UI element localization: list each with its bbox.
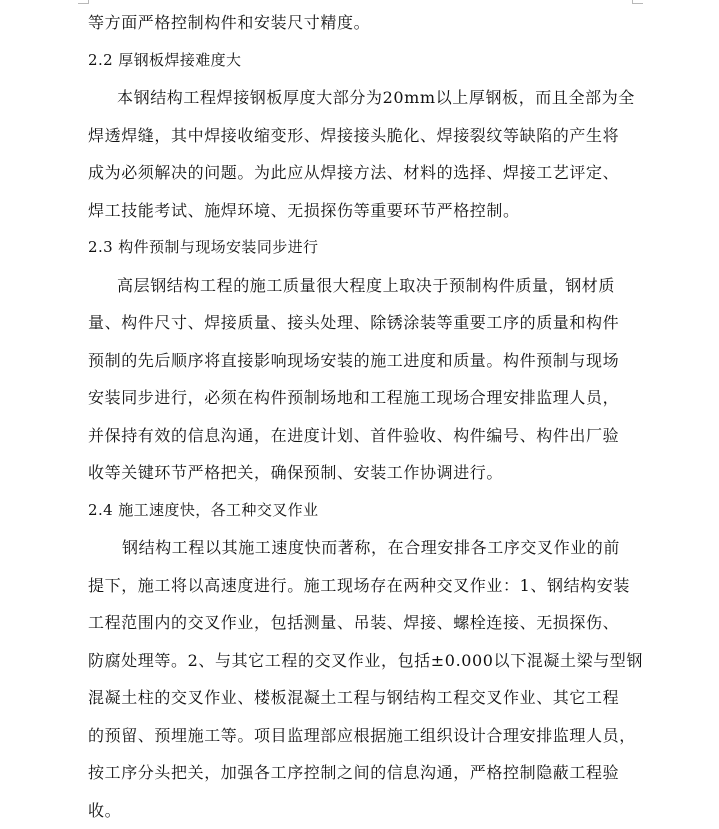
paragraph-line: 高层钢结构工程的施工质量很大程度上取决于预制构件质量，钢材质	[88, 267, 633, 305]
paragraph-line: 本钢结构工程焊接钢板厚度大部分为20mm以上厚钢板，而且全部为全	[88, 79, 633, 117]
paragraph-line: 安装同步进行，必须在构件预制场地和工程施工现场合理安排监理人员，	[88, 379, 633, 417]
paragraph-line: 提下，施工将以高速度进行。施工现场存在两种交叉作业：1、钢结构安装	[88, 567, 633, 605]
paragraph-line: 混凝土柱的交叉作业、楼板混凝土工程与钢结构工程交叉作业、其它工程	[88, 679, 633, 717]
paragraph-line: 收。	[88, 792, 633, 829]
paragraph-line: 的预留、预埋施工等。项目监理部应根据施工组织设计合理安排监理人员，	[88, 717, 633, 755]
paragraph-line: 量、构件尺寸、焊接质量、接头处理、除锈涂装等重要工序的质量和构件	[88, 304, 633, 342]
section-heading-2-4: 2.4 施工速度快，各工种交叉作业	[88, 492, 633, 530]
paragraph-line: 等方面严格控制构件和安装尺寸精度。	[88, 4, 633, 42]
paragraph-line: 预制的先后顺序将直接影响现场安装的施工进度和质量。构件预制与现场	[88, 342, 633, 380]
paragraph-line: 防腐处理等。2、与其它工程的交叉作业，包括±0.000以下混凝土梁与型钢	[88, 642, 633, 680]
paragraph-line: 工程范围内的交叉作业，包括测量、吊装、焊接、螺栓连接、无损探伤、	[88, 604, 633, 642]
paragraph-line: 焊透焊缝，其中焊接收缩变形、焊接接头脆化、焊接裂纹等缺陷的产生将	[88, 117, 633, 155]
page-corner-mark-right	[632, 0, 643, 4]
section-heading-2-3: 2.3 构件预制与现场安装同步进行	[88, 229, 633, 267]
section-heading-2-2: 2.2 厚钢板焊接难度大	[88, 42, 633, 80]
paragraph-line: 成为必须解决的问题。为此应从焊接方法、材料的选择、焊接工艺评定、	[88, 154, 633, 192]
paragraph-line: 按工序分头把关，加强各工序控制之间的信息沟通，严格控制隐蔽工程验	[88, 754, 633, 792]
paragraph-line: 焊工技能考试、施焊环境、无损探伤等重要环节严格控制。	[88, 192, 633, 230]
paragraph-line: 收等关键环节严格把关，确保预制、安装工作协调进行。	[88, 454, 633, 492]
paragraph-line: 钢结构工程以其施工速度快而著称，在合理安排各工序交叉作业的前	[88, 529, 633, 567]
document-body	[88, 4, 633, 829]
paragraph-line: 并保持有效的信息沟通，在进度计划、首件验收、构件编号、构件出厂验	[88, 417, 633, 455]
